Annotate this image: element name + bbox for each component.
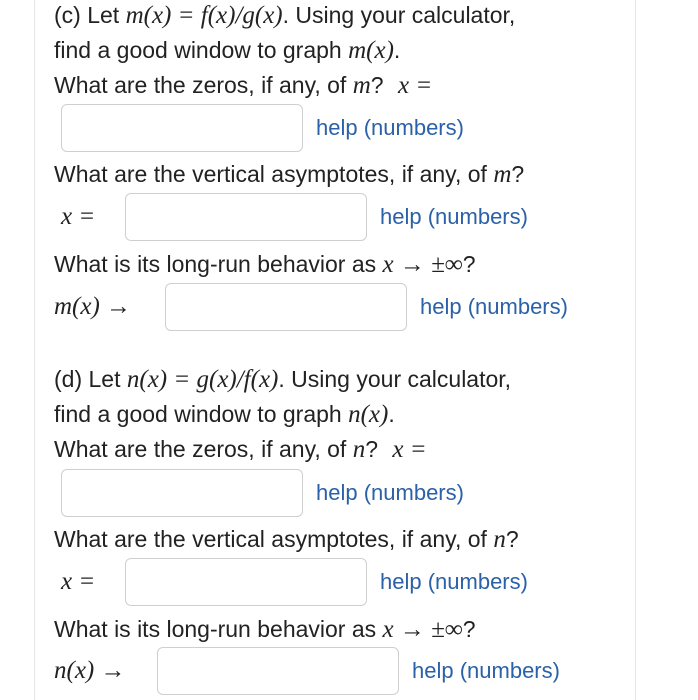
part-d-longrun-help-link[interactable]: help (numbers) <box>412 658 560 683</box>
m-definition: m(x) = f(x)/g(x) <box>125 2 283 29</box>
part-c-longrun-help-link[interactable]: help (numbers) <box>420 294 568 319</box>
part-d-longrun-input[interactable] <box>157 647 399 695</box>
part-c-va-label: x = <box>61 203 96 230</box>
part-c-intro: (c) Let m(x) = f(x)/g(x). Using your calculator, <box>54 2 516 29</box>
part-c-longrun-input[interactable] <box>165 283 407 331</box>
n-definition: n(x) = g(x)/f(x) <box>126 366 279 393</box>
part-d-va-question: What are the vertical asymptotes, if any, of n? <box>54 526 519 553</box>
part-c-zeros-input[interactable] <box>61 104 303 152</box>
part-d-va-help-link[interactable]: help (numbers) <box>380 569 528 594</box>
part-c-longrun-question: What is its long-run behavior as x → ±∞? <box>54 251 476 278</box>
zeros-x-label: x = <box>397 72 433 99</box>
part-c-window: find a good window to graph m(x). <box>54 37 401 64</box>
part-c-va-help-link[interactable]: help (numbers) <box>380 204 528 229</box>
part-d-intro: (d) Let n(x) = g(x)/f(x). Using your calculator, <box>54 366 512 393</box>
part-d-va-input[interactable] <box>125 558 367 606</box>
part-d-window: find a good window to graph n(x). <box>54 401 395 428</box>
part-c-zeros-question: What are the zeros, if any, of m? x = <box>54 72 433 99</box>
part-d-zeros-question: What are the zeros, if any, of n? x = <box>54 436 427 463</box>
part-c-zeros-help-link[interactable]: help (numbers) <box>316 115 464 140</box>
part-d-va-label: x = <box>61 568 96 595</box>
part-c-va-question: What are the vertical asymptotes, if any, of m? <box>54 161 525 188</box>
part-c-longrun-label: m(x) → <box>54 293 132 320</box>
part-c-va-input[interactable] <box>125 193 367 241</box>
part-d-longrun-question: What is its long-run behavior as x → ±∞? <box>54 616 476 643</box>
part-d-zeros-input[interactable] <box>61 469 303 517</box>
part-d-longrun-label: n(x) → <box>54 657 126 684</box>
part-d-zeros-help-link[interactable]: help (numbers) <box>316 480 464 505</box>
zeros-x-label: x = <box>392 436 427 463</box>
